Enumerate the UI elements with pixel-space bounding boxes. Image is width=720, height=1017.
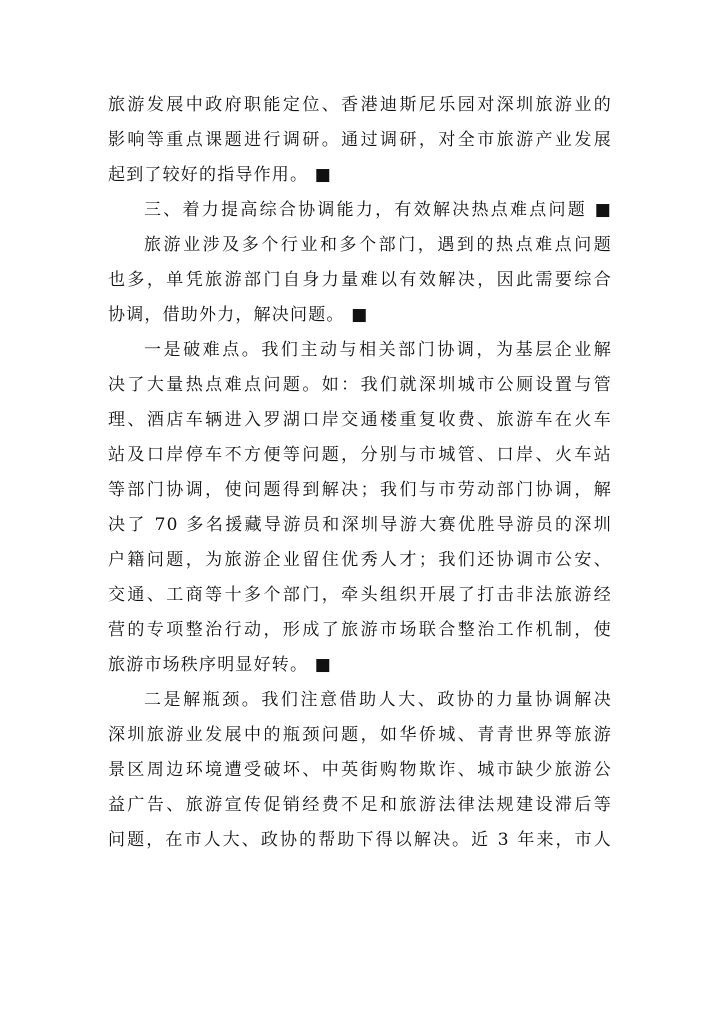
text-line: 站及口岸停车不方便等问题，分别与市城管、口岸、火车站 (108, 445, 612, 465)
text-line: 理、酒店车辆进入罗湖口岸交通楼重复收费、旅游车在火车 (108, 410, 612, 430)
text-line: 也多，单凭旅游部门自身力量难以有效解决，因此需要综合 (108, 270, 612, 290)
text-line: 一是破难点。我们主动与相关部门协调，为基层企业解 (144, 340, 612, 360)
text-line: 旅游市场秩序明显好转。 ■ (108, 655, 333, 675)
text-line: 二是解瓶颈。我们注意借助人大、政协的力量协调解决 (144, 690, 612, 710)
text-line: 协调，借助外力，解决问题。 ■ (108, 305, 369, 325)
text-line: 起到了较好的指导作用。 ■ (108, 165, 333, 185)
text-line: 旅游发展中政府职能定位、香港迪斯尼乐园对深圳旅游业的 (108, 95, 612, 115)
text-line: 决了大量热点难点问题。如：我们就深圳城市公厕设置与管 (108, 375, 612, 395)
text-line: 三、着力提高综合协调能力，有效解决热点难点问题 ■ (144, 200, 612, 220)
text-line: 营的专项整治行动，形成了旅游市场联合整治工作机制，使 (108, 620, 612, 640)
document-page (108, 88, 612, 858)
text-line: 等部门协调，使问题得到解决；我们与市劳动部门协调，解 (108, 480, 612, 500)
text-line: 景区周边环境遭受破坏、中英街购物欺诈、城市缺少旅游公 (108, 760, 612, 780)
text-line: 问题，在市人大、政协的帮助下得以解决。近 3 年来，市人 (108, 830, 612, 850)
text-line: 深圳旅游业发展中的瓶颈问题，如华侨城、青青世界等旅游 (108, 725, 612, 745)
document-body (108, 88, 612, 858)
text-line: 旅游业涉及多个行业和多个部门，遇到的热点难点问题 (144, 235, 612, 255)
text-line: 决了 70 多名援藏导游员和深圳导游大赛优胜导游员的深圳 (108, 515, 612, 535)
text-line: 益广告、旅游宣传促销经费不足和旅游法律法规建设滞后等 (108, 795, 612, 815)
text-line: 交通、工商等十多个部门，牵头组织开展了打击非法旅游经 (108, 585, 612, 605)
text-line: 户籍问题，为旅游企业留住优秀人才；我们还协调市公安、 (108, 550, 612, 570)
text-line: 影响等重点课题进行调研。通过调研，对全市旅游产业发展 (108, 130, 612, 150)
